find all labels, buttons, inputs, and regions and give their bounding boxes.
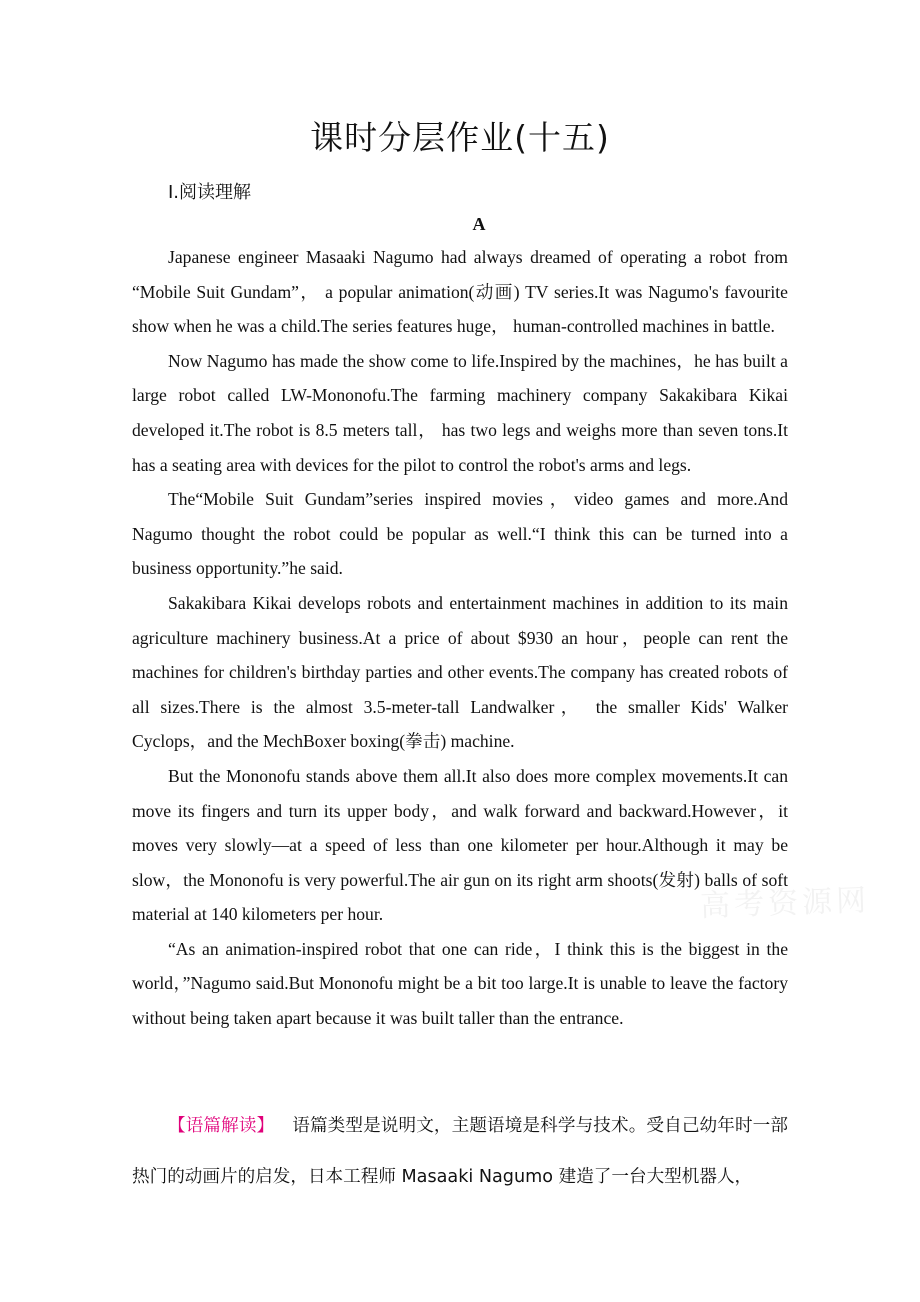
watermark: 高考资源网 xyxy=(699,883,871,924)
page-title: 课时分层作业(十五) xyxy=(310,118,610,157)
passage-paragraph: But the Mononofu stands above them all.It also does more complex movements.It can move its fingers and turn its upper body，and walk forward and backward.However，it moves very slowly—at a speed of less than one kilometer per hour.Although it may be slow，the Mononofu is very powerful.The air gun on its right arm shoots(发射) balls of soft material at 140 kilometers per hour. xyxy=(132,765,788,925)
analysis-text: 语篇类型是说明文，主题语境是科学与技术。受自己幼年时一部热门的动画片的启发，日本工程师 Masaaki Nagumo 建造了一台大型机器人， xyxy=(132,1116,788,1187)
section-heading: Ⅰ.阅读理解 xyxy=(168,182,252,203)
passage-analysis xyxy=(132,1101,788,1203)
passage-paragraph: Sakakibara Kikai develops robots and entertainment machines in addition to its main agriculture machinery business.At a price of about $930 an hour，people can rent the machines for children's birthday parties and other events.The company has created robots of all sizes.There is the almost 3.5-meter-tall Landwalker， the smaller Kids' Walker Cyclops，and the MechBoxer boxing(拳击) machine. xyxy=(132,592,788,752)
passage-paragraph: Now Nagumo has made the show come to life.Inspired by the machines，he has built a large robot called LW-Mononofu.The farming machinery company Sakakibara Kikai developed it.The robot is 8.5 meters tall， has two legs and weighs more than seven tons.It has a seating area with devices for the pilot to control the robot's arms and legs. xyxy=(132,350,788,475)
part-label: A xyxy=(472,214,486,234)
passage-paragraph: “As an animation-inspired robot that one can ride，I think this is the biggest in the world，”Nagumo said.But Mononofu might be a bit too large.It is unable to leave the factory without being taken apart because it was built taller than the entrance. xyxy=(132,938,788,1029)
passage-paragraph: Japanese engineer Masaaki Nagumo had always dreamed of operating a robot from “Mobile Suit Gundam”， a popular animation(动画) TV series.It was Nagumo's favourite show when he was a child.The series features huge， human-controlled machines in battle. xyxy=(132,247,788,337)
passage xyxy=(132,240,788,1036)
analysis-label: 【语篇解读】 xyxy=(168,1116,275,1136)
passage-paragraph: The“Mobile Suit Gundam”series inspired movies，video games and more.And Nagumo thought the robot could be popular as well.“I think this can be turned into a business opportunity.”he said. xyxy=(132,489,788,579)
